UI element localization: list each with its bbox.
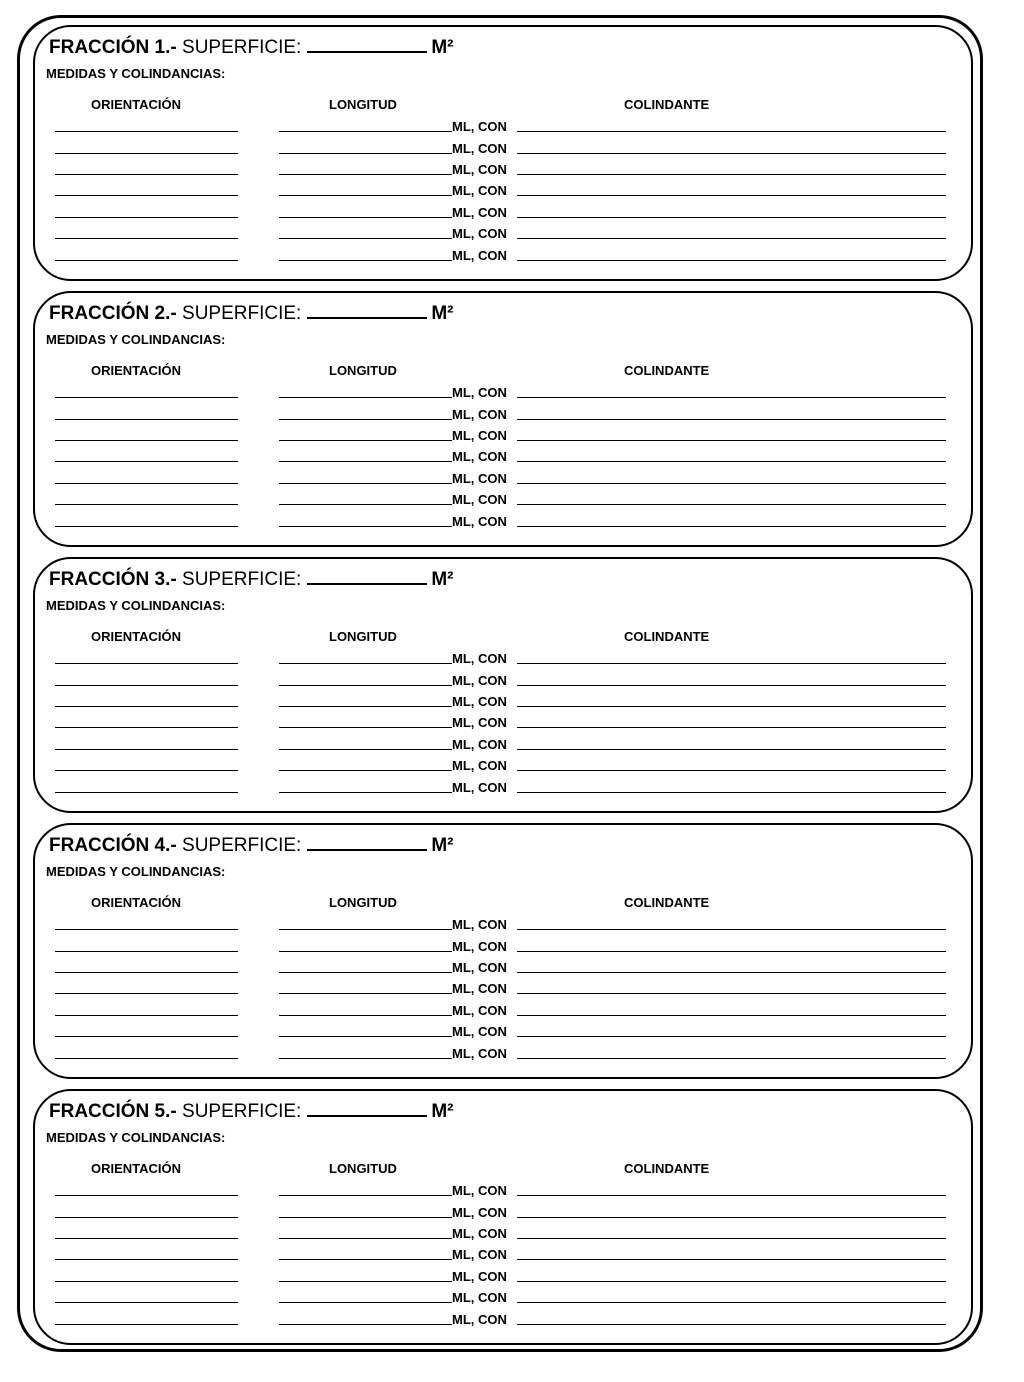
ml-con-label: ML, CON [452,141,507,156]
superficie-label: SUPERFICIE: [182,303,302,324]
ml-con-label: ML, CON [452,1290,507,1305]
orientacion-header: ORIENTACIÓN [91,97,182,112]
superficie-input[interactable] [307,1101,427,1117]
colindante-field[interactable] [517,131,946,132]
ml-con-label: ML, CON [452,205,507,220]
medidas-subtitle: MEDIDAS Y COLINDANCIAS: [46,598,226,613]
ml-con-label: ML, CON [452,651,507,666]
orientacion-field[interactable] [55,419,238,420]
fraccion-title [49,835,453,857]
colindante-field[interactable] [517,685,946,686]
orientacion-field[interactable] [55,483,238,484]
table-row [35,1286,971,1306]
fraccion-1-box [33,25,973,281]
ml-con-label: ML, CON [452,471,507,486]
longitud-field[interactable] [279,770,452,771]
ml-con-label: ML, CON [452,385,507,400]
longitud-field[interactable] [279,260,452,261]
fraccion-5-box [33,1089,973,1345]
colindante-field[interactable] [517,174,946,175]
orientacion-field[interactable] [55,792,238,793]
longitud-header: LONGITUD [329,97,397,112]
orientacion-field[interactable] [55,929,238,930]
orientacion-field[interactable] [55,174,238,175]
orientacion-header: ORIENTACIÓN [91,895,182,910]
table-row [35,977,971,997]
table-row [35,999,971,1019]
longitud-field[interactable] [279,951,452,952]
colindante-field[interactable] [517,153,946,154]
colindante-field[interactable] [517,1238,946,1239]
colindante-header: COLINDANTE [624,363,710,378]
longitud-field[interactable] [279,1217,452,1218]
orientacion-field[interactable] [55,195,238,196]
ml-con-label: ML, CON [452,428,507,443]
table-row [35,1020,971,1040]
longitud-field[interactable] [279,727,452,728]
longitud-field[interactable] [279,1058,452,1059]
table-row [35,1265,971,1285]
table-row [35,467,971,487]
table-row [35,137,971,157]
longitud-field[interactable] [279,1281,452,1282]
longitud-field[interactable] [279,238,452,239]
colindante-field[interactable] [517,1195,946,1196]
colindante-field[interactable] [517,1217,946,1218]
colindante-field[interactable] [517,929,946,930]
longitud-header: LONGITUD [329,1161,397,1176]
ml-con-label: ML, CON [452,492,507,507]
table-row [35,445,971,465]
longitud-field[interactable] [279,1015,452,1016]
longitud-field[interactable] [279,749,452,750]
orientacion-field[interactable] [55,1217,238,1218]
orientacion-field[interactable] [55,131,238,132]
ml-con-label: ML, CON [452,248,507,263]
ml-con-label: ML, CON [452,1205,507,1220]
ml-con-label: ML, CON [452,960,507,975]
colindante-field[interactable] [517,238,946,239]
colindante-field[interactable] [517,419,946,420]
orientacion-field[interactable] [55,1036,238,1037]
longitud-field[interactable] [279,1302,452,1303]
ml-con-label: ML, CON [452,1003,507,1018]
superficie-label: SUPERFICIE: [182,37,302,58]
colindante-field[interactable] [517,749,946,750]
ml-con-label: ML, CON [452,183,507,198]
ml-con-label: ML, CON [452,981,507,996]
table-row [35,381,971,401]
colindante-field[interactable] [517,1259,946,1260]
colindante-field[interactable] [517,195,946,196]
ml-con-label: ML, CON [452,1269,507,1284]
table-row [35,669,971,689]
superficie-unit: M² [431,835,454,856]
orientacion-field[interactable] [55,1015,238,1016]
orientacion-field[interactable] [55,770,238,771]
fraccion-4-box [33,823,973,1079]
colindante-field[interactable] [517,1058,946,1059]
colindante-header: COLINDANTE [624,895,710,910]
orientacion-field[interactable] [55,504,238,505]
ml-con-label: ML, CON [452,1024,507,1039]
table-row [35,1201,971,1221]
longitud-field[interactable] [279,1259,452,1260]
orientacion-field[interactable] [55,1302,238,1303]
colindante-field[interactable] [517,461,946,462]
orientacion-field[interactable] [55,663,238,664]
superficie-label: SUPERFICIE: [182,1101,302,1122]
ml-con-label: ML, CON [452,449,507,464]
ml-con-label: ML, CON [452,737,507,752]
table-row [35,1308,971,1328]
colindante-field[interactable] [517,440,946,441]
longitud-field[interactable] [279,504,452,505]
fraccion-label: FRACCIÓN 3.- [49,569,177,590]
orientacion-field[interactable] [55,1281,238,1282]
longitud-field[interactable] [279,397,452,398]
ml-con-label: ML, CON [452,1183,507,1198]
orientacion-header: ORIENTACIÓN [91,363,182,378]
orientacion-field[interactable] [55,1058,238,1059]
longitud-field[interactable] [279,526,452,527]
table-row [35,690,971,710]
longitud-field[interactable] [279,195,452,196]
orientacion-field[interactable] [55,749,238,750]
colindante-field[interactable] [517,1036,946,1037]
ml-con-label: ML, CON [452,758,507,773]
fraccion-3-box [33,557,973,813]
table-row [35,1042,971,1062]
colindante-field[interactable] [517,1281,946,1282]
colindante-field[interactable] [517,951,946,952]
table-row [35,1179,971,1199]
superficie-unit: M² [431,569,454,590]
superficie-unit: M² [431,1101,454,1122]
ml-con-label: ML, CON [452,780,507,795]
ml-con-label: ML, CON [452,226,507,241]
longitud-field[interactable] [279,131,452,132]
colindante-field[interactable] [517,1324,946,1325]
orientacion-field[interactable] [55,1259,238,1260]
longitud-header: LONGITUD [329,629,397,644]
table-row [35,201,971,221]
fraccion-2-box [33,291,973,547]
superficie-input[interactable] [307,569,427,585]
ml-con-label: ML, CON [452,119,507,134]
colindante-field[interactable] [517,972,946,973]
fraccion-title [49,1101,453,1123]
longitud-field[interactable] [279,440,452,441]
table-row [35,244,971,264]
superficie-label: SUPERFICIE: [182,569,302,590]
orientacion-field[interactable] [55,706,238,707]
superficie-label: SUPERFICIE: [182,835,302,856]
orientacion-field[interactable] [55,993,238,994]
table-row [35,776,971,796]
ml-con-label: ML, CON [452,917,507,932]
colindante-header: COLINDANTE [624,97,710,112]
ml-con-label: ML, CON [452,694,507,709]
fraccion-title [49,303,453,325]
orientacion-field[interactable] [55,238,238,239]
orientacion-field[interactable] [55,972,238,973]
longitud-field[interactable] [279,1238,452,1239]
colindante-header: COLINDANTE [624,1161,710,1176]
table-row [35,158,971,178]
colindante-field[interactable] [517,993,946,994]
colindante-field[interactable] [517,217,946,218]
orientacion-field[interactable] [55,951,238,952]
medidas-subtitle: MEDIDAS Y COLINDANCIAS: [46,332,226,347]
table-row [35,935,971,955]
medidas-subtitle: MEDIDAS Y COLINDANCIAS: [46,66,226,81]
table-row [35,510,971,530]
table-row [35,733,971,753]
superficie-unit: M² [431,303,454,324]
table-row [35,222,971,242]
superficie-unit: M² [431,37,454,58]
longitud-field[interactable] [279,972,452,973]
colindante-field[interactable] [517,1302,946,1303]
colindante-field[interactable] [517,770,946,771]
fraccion-title [49,37,453,59]
colindante-field[interactable] [517,526,946,527]
fraccion-label: FRACCIÓN 4.- [49,835,177,856]
table-row [35,179,971,199]
colindante-field[interactable] [517,1015,946,1016]
orientacion-field[interactable] [55,440,238,441]
longitud-field[interactable] [279,993,452,994]
superficie-input[interactable] [307,835,427,851]
orientacion-field[interactable] [55,1195,238,1196]
ml-con-label: ML, CON [452,514,507,529]
fraccion-label: FRACCIÓN 2.- [49,303,177,324]
orientacion-field[interactable] [55,153,238,154]
table-row [35,488,971,508]
fraccion-label: FRACCIÓN 1.- [49,37,177,58]
ml-con-label: ML, CON [452,1226,507,1241]
table-row [35,1243,971,1263]
table-row [35,647,971,667]
table-row [35,711,971,731]
table-row [35,115,971,135]
colindante-field[interactable] [517,706,946,707]
ml-con-label: ML, CON [452,1247,507,1262]
superficie-input[interactable] [307,303,427,319]
longitud-header: LONGITUD [329,895,397,910]
table-row [35,403,971,423]
orientacion-header: ORIENTACIÓN [91,629,182,644]
ml-con-label: ML, CON [452,715,507,730]
colindante-field[interactable] [517,504,946,505]
longitud-field[interactable] [279,217,452,218]
table-row [35,424,971,444]
table-row [35,913,971,933]
orientacion-field[interactable] [55,526,238,527]
table-row [35,754,971,774]
longitud-field[interactable] [279,1195,452,1196]
medidas-subtitle: MEDIDAS Y COLINDANCIAS: [46,1130,226,1145]
colindante-header: COLINDANTE [624,629,710,644]
ml-con-label: ML, CON [452,1046,507,1061]
ml-con-label: ML, CON [452,1312,507,1327]
orientacion-header: ORIENTACIÓN [91,1161,182,1176]
ml-con-label: ML, CON [452,673,507,688]
colindante-field[interactable] [517,397,946,398]
orientacion-field[interactable] [55,260,238,261]
orientacion-field[interactable] [55,685,238,686]
longitud-field[interactable] [279,1036,452,1037]
table-row [35,956,971,976]
longitud-field[interactable] [279,663,452,664]
longitud-field[interactable] [279,483,452,484]
colindante-field[interactable] [517,483,946,484]
superficie-input[interactable] [307,37,427,53]
colindante-field[interactable] [517,727,946,728]
fraccion-label: FRACCIÓN 5.- [49,1101,177,1122]
longitud-field[interactable] [279,1324,452,1325]
longitud-header: LONGITUD [329,363,397,378]
colindante-field[interactable] [517,260,946,261]
ml-con-label: ML, CON [452,162,507,177]
orientacion-field[interactable] [55,1324,238,1325]
orientacion-field[interactable] [55,217,238,218]
orientacion-field[interactable] [55,461,238,462]
longitud-field[interactable] [279,153,452,154]
orientacion-field[interactable] [55,397,238,398]
medidas-subtitle: MEDIDAS Y COLINDANCIAS: [46,864,226,879]
ml-con-label: ML, CON [452,407,507,422]
longitud-field[interactable] [279,174,452,175]
fraccion-title [49,569,453,591]
colindante-field[interactable] [517,663,946,664]
longitud-field[interactable] [279,685,452,686]
table-row [35,1222,971,1242]
longitud-field[interactable] [279,792,452,793]
longitud-field[interactable] [279,929,452,930]
orientacion-field[interactable] [55,727,238,728]
colindante-field[interactable] [517,792,946,793]
longitud-field[interactable] [279,706,452,707]
orientacion-field[interactable] [55,1238,238,1239]
longitud-field[interactable] [279,461,452,462]
ml-con-label: ML, CON [452,939,507,954]
longitud-field[interactable] [279,419,452,420]
